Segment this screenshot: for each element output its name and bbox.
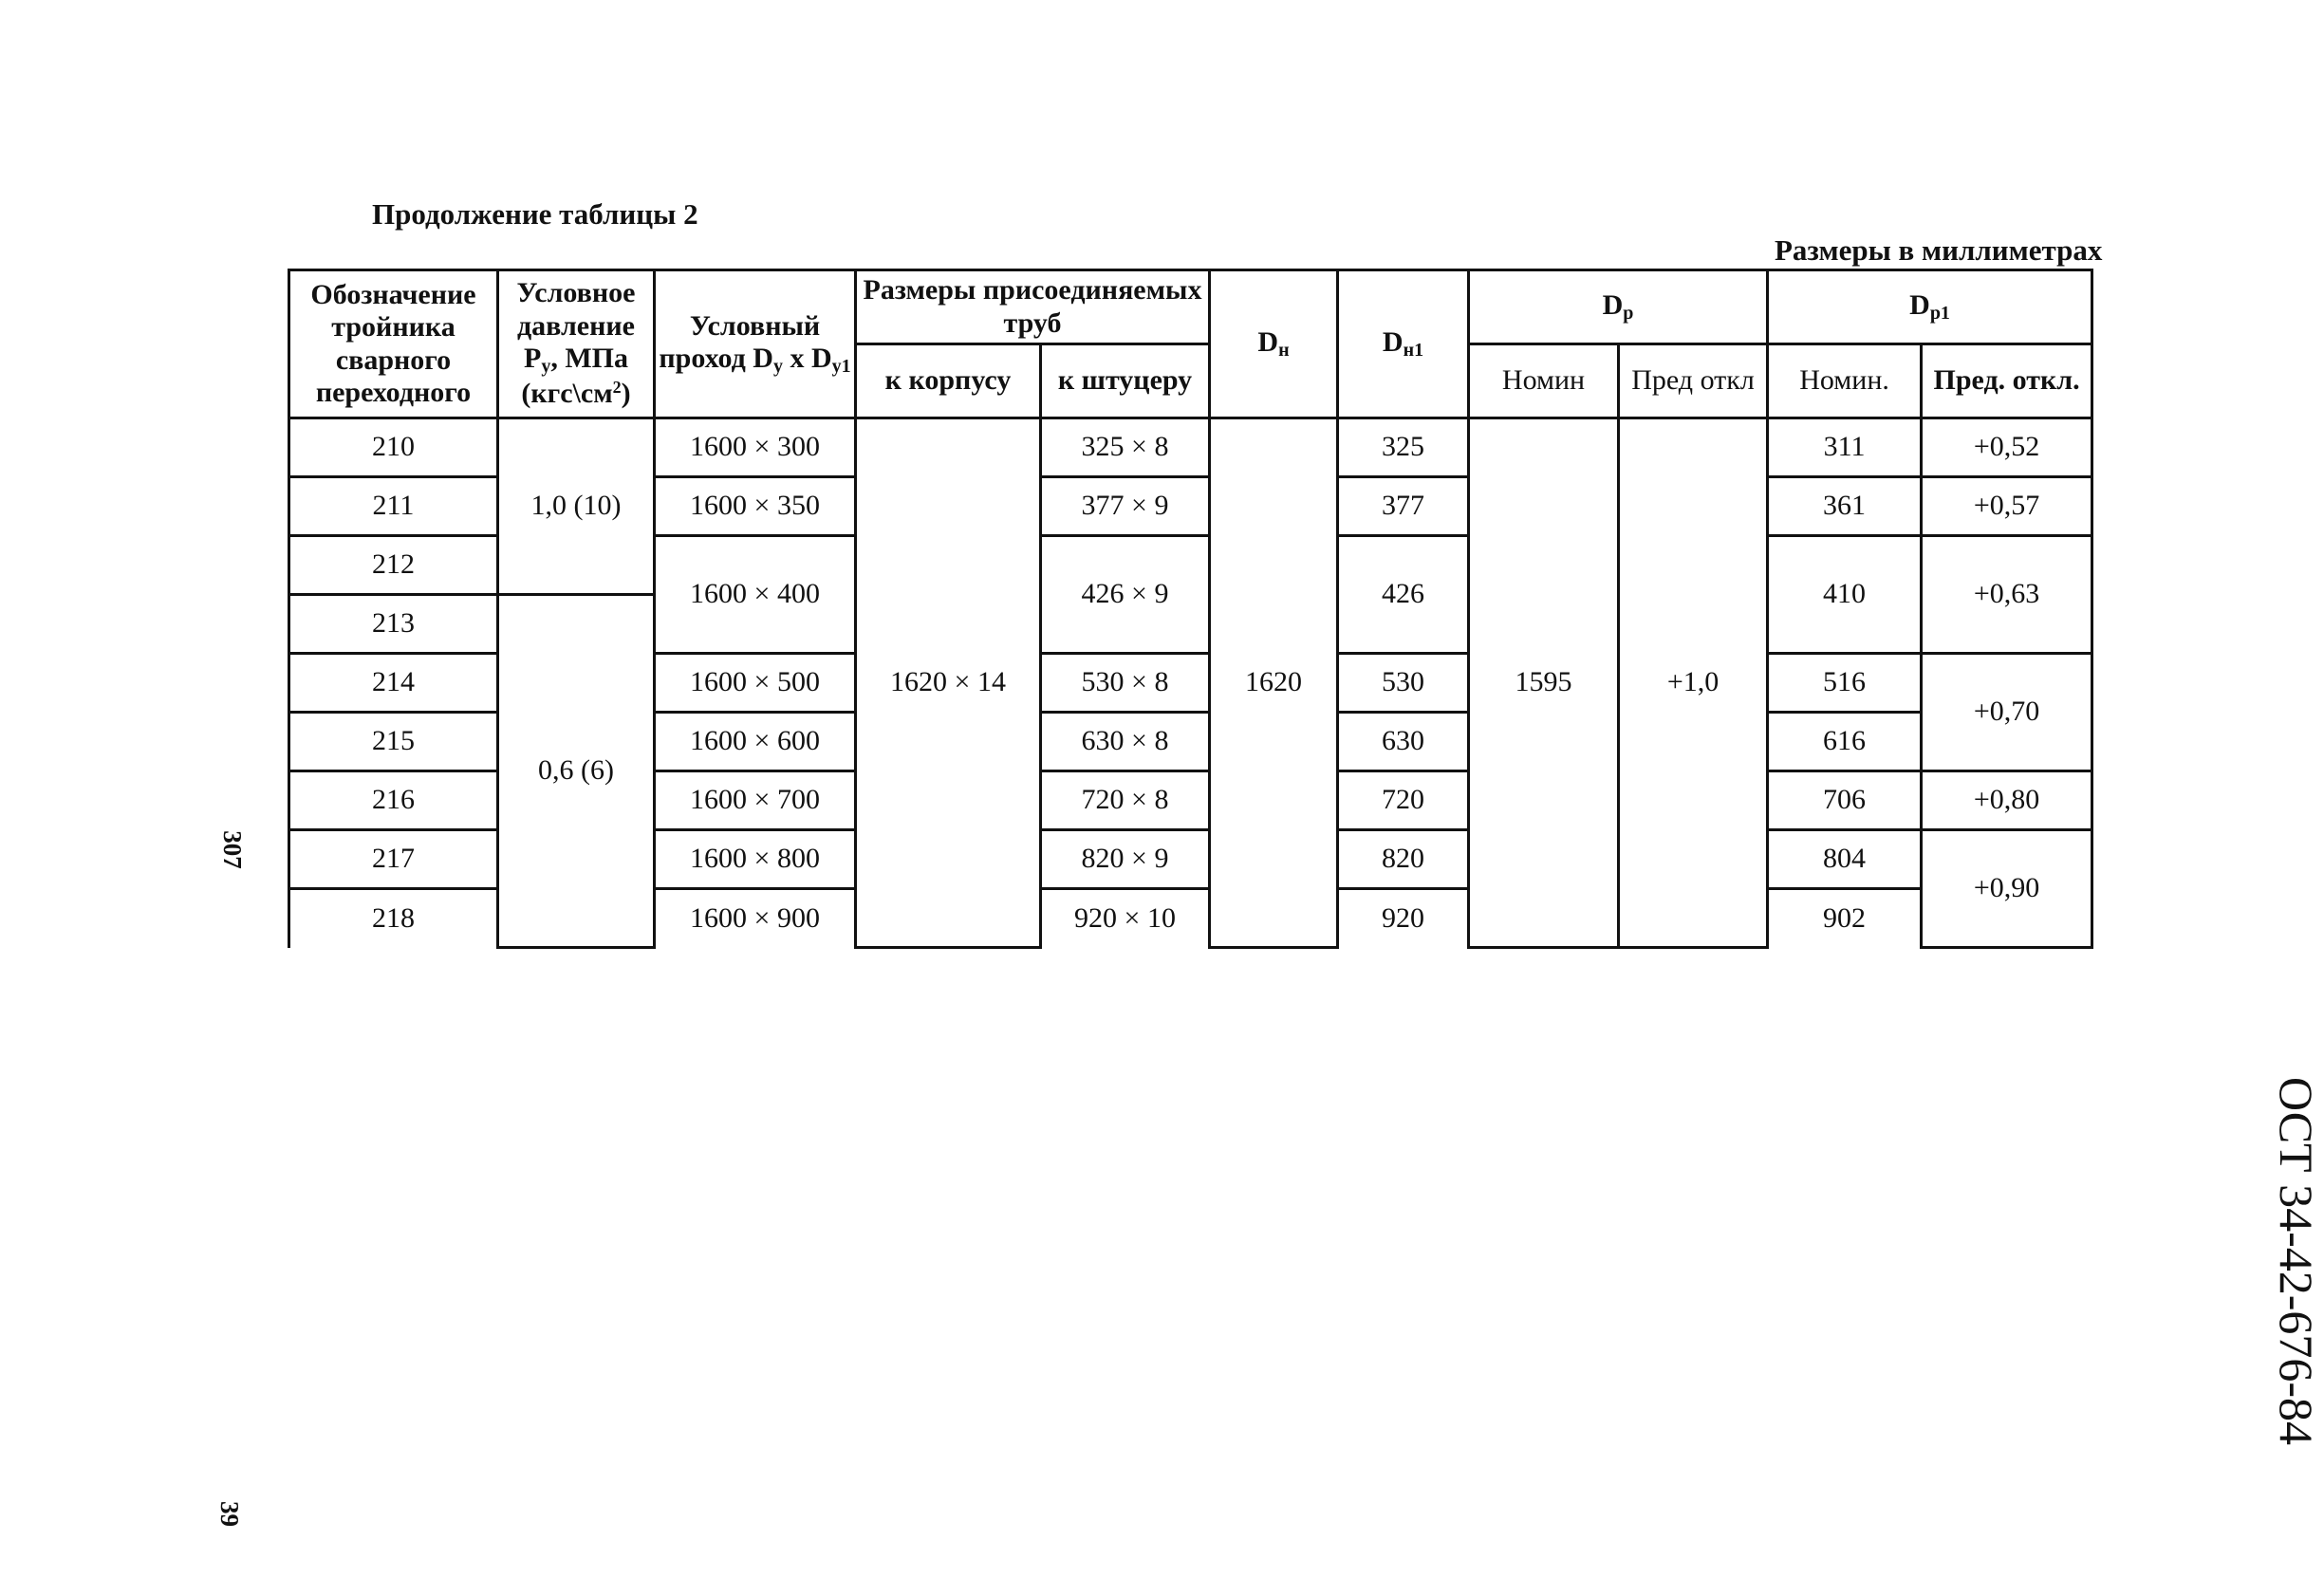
units-note: Размеры в миллиметрах	[1775, 233, 2103, 267]
header-dn-sub: н	[1278, 340, 1290, 361]
passage-cell: 1600 × 600	[655, 713, 856, 771]
dp1-nom-cell: 804	[1768, 830, 1922, 889]
header-dn	[1210, 270, 1338, 418]
branch-pipe-cell: 530 × 8	[1041, 654, 1210, 713]
designation-cell: 211	[289, 477, 498, 536]
dn1-cell: 325	[1338, 418, 1469, 477]
header-dp-tol: Пред откл	[1619, 344, 1768, 418]
header-passage	[655, 270, 856, 418]
dp1-tol-cell: +0,90	[1922, 830, 2092, 948]
header-dp1	[1768, 270, 2092, 344]
designation-cell: 217	[289, 830, 498, 889]
header-dn1-text: D	[1382, 326, 1404, 358]
pressure-cell: 0,6 (6)	[498, 595, 655, 948]
table-row	[289, 418, 2092, 477]
header-dn-text: D	[1257, 326, 1279, 358]
header-pressure-sup: 2	[612, 378, 622, 398]
branch-pipe-cell: 720 × 8	[1041, 771, 1210, 830]
header-to-body: к корпусу	[856, 344, 1041, 418]
side-page-number-2: 39	[215, 1501, 244, 1527]
pressure-cell: 1,0 (10)	[498, 418, 655, 595]
dp1-nom-cell: 311	[1768, 418, 1922, 477]
passage-cell: 1600 × 350	[655, 477, 856, 536]
branch-pipe-cell: 820 × 9	[1041, 830, 1210, 889]
header-dp	[1469, 270, 1768, 344]
passage-cell: 1600 × 800	[655, 830, 856, 889]
header-dp1-nom: Номин.	[1768, 344, 1922, 418]
header-dp1-sub: р1	[1929, 303, 1950, 324]
body-pipe-cell: 1620 × 14	[856, 418, 1041, 948]
table-caption: Продолжение таблицы 2	[372, 197, 698, 231]
header-dp1-tol: Пред. откл.	[1922, 344, 2092, 418]
standard-designation: ОСТ 34-42-676-84	[2270, 1076, 2323, 1446]
dn1-cell: 630	[1338, 713, 1469, 771]
header-passage-sub: у	[772, 356, 783, 378]
branch-pipe-cell: 325 × 8	[1041, 418, 1210, 477]
designation-cell: 212	[289, 536, 498, 595]
dn1-cell: 426	[1338, 536, 1469, 654]
passage-cell: 1600 × 300	[655, 418, 856, 477]
branch-pipe-cell: 426 × 9	[1041, 536, 1210, 654]
designation-cell: 216	[289, 771, 498, 830]
header-dp-text: D	[1602, 289, 1624, 321]
dp1-tol-cell: +0,57	[1922, 477, 2092, 536]
dp-tol-cell: +1,0	[1619, 418, 1768, 948]
side-page-number: 307	[217, 830, 247, 869]
header-designation: Обозначение тройника сварного переходного	[289, 270, 498, 418]
header-passage-text: Условный проход D	[659, 309, 821, 375]
header-passage-sub-2: у1	[831, 356, 851, 378]
header-pipe-sizes: Размеры присоединяемых труб	[856, 270, 1210, 344]
header-pressure-text-2: , МПа (кгс\см	[521, 343, 628, 410]
dp1-tol-cell: +0,80	[1922, 771, 2092, 830]
dn1-cell: 377	[1338, 477, 1469, 536]
dn1-cell: 530	[1338, 654, 1469, 713]
branch-pipe-cell: 630 × 8	[1041, 713, 1210, 771]
header-dp1-text: D	[1909, 289, 1930, 321]
dp1-nom-cell: 361	[1768, 477, 1922, 536]
header-to-branch: к штуцеру	[1041, 344, 1210, 418]
designation-cell: 213	[289, 595, 498, 654]
dp1-tol-cell: +0,63	[1922, 536, 2092, 654]
branch-pipe-cell: 920 × 10	[1041, 889, 1210, 948]
dn1-cell: 920	[1338, 889, 1469, 948]
dp1-nom-cell: 902	[1768, 889, 1922, 948]
dp-nom-cell: 1595	[1469, 418, 1619, 948]
header-pressure-text-3: )	[621, 378, 631, 410]
branch-pipe-cell: 377 × 9	[1041, 477, 1210, 536]
passage-cell: 1600 × 400	[655, 536, 856, 654]
header-dn1	[1338, 270, 1469, 418]
dn1-cell: 820	[1338, 830, 1469, 889]
designation-cell: 210	[289, 418, 498, 477]
header-dn1-sub: н1	[1403, 340, 1424, 361]
dp1-tol-cell: +0,70	[1922, 654, 2092, 771]
dp1-nom-cell: 616	[1768, 713, 1922, 771]
dp1-tol-cell: +0,52	[1922, 418, 2092, 477]
passage-cell: 1600 × 700	[655, 771, 856, 830]
header-dp-sub: р	[1623, 303, 1634, 324]
designation-cell: 215	[289, 713, 498, 771]
header-passage-text-2: x D	[782, 343, 832, 375]
passage-cell: 1600 × 500	[655, 654, 856, 713]
dp1-nom-cell: 516	[1768, 654, 1922, 713]
dn-cell: 1620	[1210, 418, 1338, 948]
designation-cell: 214	[289, 654, 498, 713]
dp1-nom-cell: 706	[1768, 771, 1922, 830]
passage-cell: 1600 × 900	[655, 889, 856, 948]
dimensions-table	[288, 269, 2093, 949]
dp1-nom-cell: 410	[1768, 536, 1922, 654]
header-pressure	[498, 270, 655, 418]
header-pressure-text: Условное давление P	[516, 277, 636, 375]
dn1-cell: 720	[1338, 771, 1469, 830]
header-dp-nom: Номин	[1469, 344, 1619, 418]
header-pressure-sub: у	[541, 356, 551, 378]
designation-cell: 218	[289, 889, 498, 948]
